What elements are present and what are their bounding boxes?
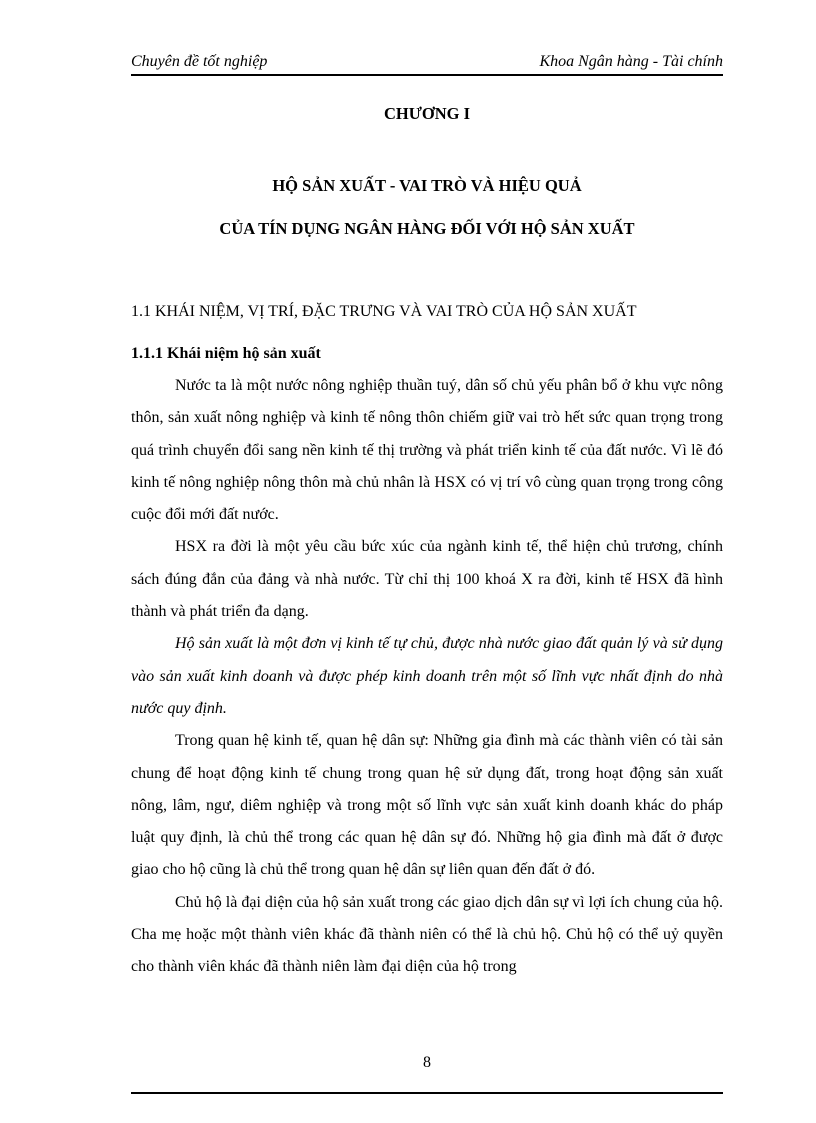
header-left-text: Chuyên đề tốt nghiệp [131, 53, 268, 70]
paragraph-1: Nước ta là một nước nông nghiệp thuần tuý, dân số chủ yếu phân bổ ở khu vực nông thôn, sản xuất nông nghiệp và kinh tế nông thôn chiếm giữ vai trò hết sức quan trọng trong quá trình chuyển đổi sang nền kinh tế thị trường và phát triển kinh tế của đất nước. Vì lẽ đó kinh tế nông nghiệp nông thôn mà chủ nhân là HSX có vị trí vô cùng quan trọng trong công cuộc đổi mới đất nước. [131, 377, 723, 524]
body-text [131, 370, 723, 984]
paragraph-2: HSX ra đời là một yêu cầu bức xúc của ngành kinh tế, thể hiện chủ trương, chính sách đúng đắn của đảng và nhà nước. Từ chỉ thị 100 khoá X ra đời, kinh tế HSX đã hình thành và phát triển đa dạng. [131, 538, 723, 621]
chapter-title-line-2: CỦA TÍN DỤNG NGÂN HÀNG ĐỐI VỚI HỘ SẢN XUẤT [219, 219, 635, 238]
chapter-label: CHƯƠNG I [383, 104, 470, 123]
page-number: 8 [423, 1054, 431, 1071]
chapter-title-line-1: HỘ SẢN XUẤT - VAI TRÒ VÀ HIỆU QUẢ [272, 176, 582, 195]
paragraph-4: Trong quan hệ kinh tế, quan hệ dân sự: Những gia đình mà các thành viên có tài sản chung để hoạt động kinh tế chung trong quan hệ sử dụng đất, trong hoạt động sản xuất nông, lâm, ngư, diêm nghiệp và trong một số lĩnh vực sản xuất kinh doanh khác do pháp luật quy định, là chủ thể trong các quan hệ dân sự đó. Những hộ gia đình mà đất ở được giao cho hộ cũng là chủ thể trong quan hệ dân sự liên quan đến đất ở đó. [131, 732, 723, 879]
paragraph-definition: Hộ sản xuất là một đơn vị kinh tế tự chủ, được nhà nước giao đất quản lý và sử dụng vào sản xuất kinh doanh và được phép kinh doanh trên một số lĩnh vực nhất định do nhà nước quy định. [131, 635, 723, 717]
footer-rule [131, 1092, 723, 1094]
section-heading: 1.1 KHÁI NIỆM, VỊ TRÍ, ĐẶC TRƯNG VÀ VAI TRÒ CỦA HỘ SẢN XUẤT [131, 303, 637, 320]
paragraph-5: Chủ hộ là đại diện của hộ sản xuất trong các giao dịch dân sự vì lợi ích chung của hộ. Cha mẹ hoặc một thành viên khác đã thành niên có thể là chủ hộ. Chủ hộ có thể uỷ quyền cho thành viên khác đã thành niên làm đại diện của hộ trong [131, 893, 723, 976]
page-header [131, 50, 723, 76]
header-right-text: Khoa Ngân hàng - Tài chính [539, 53, 723, 70]
subsection-heading: 1.1.1 Khái niệm hộ sản xuất [131, 345, 321, 362]
